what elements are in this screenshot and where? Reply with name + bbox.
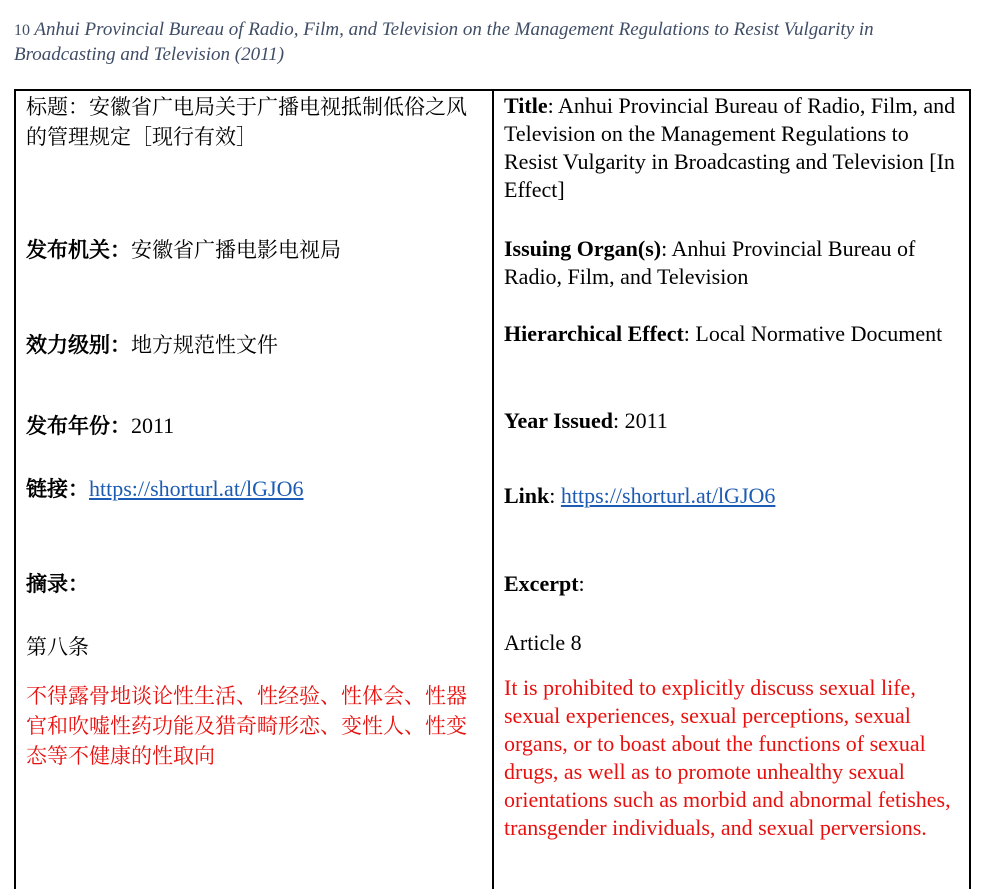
left-link[interactable]: https://shorturl.at/lGJO6	[89, 476, 304, 501]
right-excerpt-label: Excerpt	[504, 571, 579, 596]
right-year-label: Year Issued	[504, 408, 614, 433]
right-organ-value: : Anhui Provincial Bureau of Radio, Film, and Television	[504, 236, 916, 289]
left-title-label: 标题：	[26, 95, 89, 119]
left-effect-row	[26, 330, 482, 360]
right-excerpt-text: It is prohibited to explicitly discuss sexual life, sexual experiences, sexual perceptions, sexual organs, or to boast about the functions of sexual drugs, as well as to promote unhealthy sexual orientations such as morbid and abnormal fetishes, transgender individuals, and sexual perversions.	[504, 675, 951, 840]
column-divider	[492, 91, 494, 889]
left-article: 第八条	[26, 635, 89, 659]
left-excerpt-text: 不得露骨地谈论性生活、性经验、性体会、性器官和吹嘘性药功能及猎奇畸形恋、变性人、性变态等不健康的性取向	[26, 684, 467, 768]
right-title-row	[504, 92, 964, 204]
right-effect-value: : Local Normative Document	[683, 321, 943, 346]
left-link-label: 链接：	[26, 477, 89, 501]
right-excerpt-label-row	[504, 570, 964, 598]
right-article: Article 8	[504, 630, 582, 655]
right-year-value: : 2011	[613, 408, 668, 433]
right-link-row	[504, 482, 964, 510]
left-organ-label: 发布机关：	[26, 238, 131, 262]
right-link-label: Link	[504, 483, 550, 508]
right-organ-row	[504, 235, 964, 291]
left-excerpt-label-row	[26, 569, 482, 599]
left-organ-value: 安徽省广播电影电视局	[131, 238, 341, 262]
left-excerpt-label: 摘录：	[26, 572, 89, 596]
right-organ-label: Issuing Organ(s)	[504, 236, 662, 261]
left-year-label: 发布年份：	[26, 414, 131, 438]
right-effect-label: Hierarchical Effect	[504, 321, 684, 346]
figure-caption	[14, 18, 974, 67]
left-title-row	[26, 92, 482, 152]
left-link-row	[26, 474, 482, 504]
bilingual-table	[14, 89, 971, 889]
left-effect-label: 效力级别：	[26, 333, 131, 357]
right-title-label: Title	[504, 93, 548, 118]
left-year-row	[26, 411, 482, 441]
right-link[interactable]: https://shorturl.at/lGJO6	[560, 483, 776, 508]
right-year-row	[504, 407, 964, 435]
right-effect-row	[504, 320, 964, 348]
right-excerpt-sep: :	[578, 571, 585, 596]
left-title-value: 安徽省广电局关于广播电视抵制低俗之风的管理规定［现行有效］	[26, 95, 467, 149]
caption-number: 10	[14, 22, 30, 39]
right-title-value: : Anhui Provincial Bureau of Radio, Film, and Television on the Management Regulations to Resist Vulgarity in Broadcasting and Television [In Effect]	[504, 93, 956, 202]
left-effect-value: 地方规范性文件	[131, 333, 278, 357]
left-organ-row	[26, 235, 482, 265]
caption-text: Anhui Provincial Bureau of Radio, Film, and Television on the Management Regulations to Resist Vulgarity in Broadcasting and Television (2011)	[14, 19, 874, 65]
left-year-value: 2011	[131, 413, 175, 438]
right-link-sep: :	[549, 483, 561, 508]
